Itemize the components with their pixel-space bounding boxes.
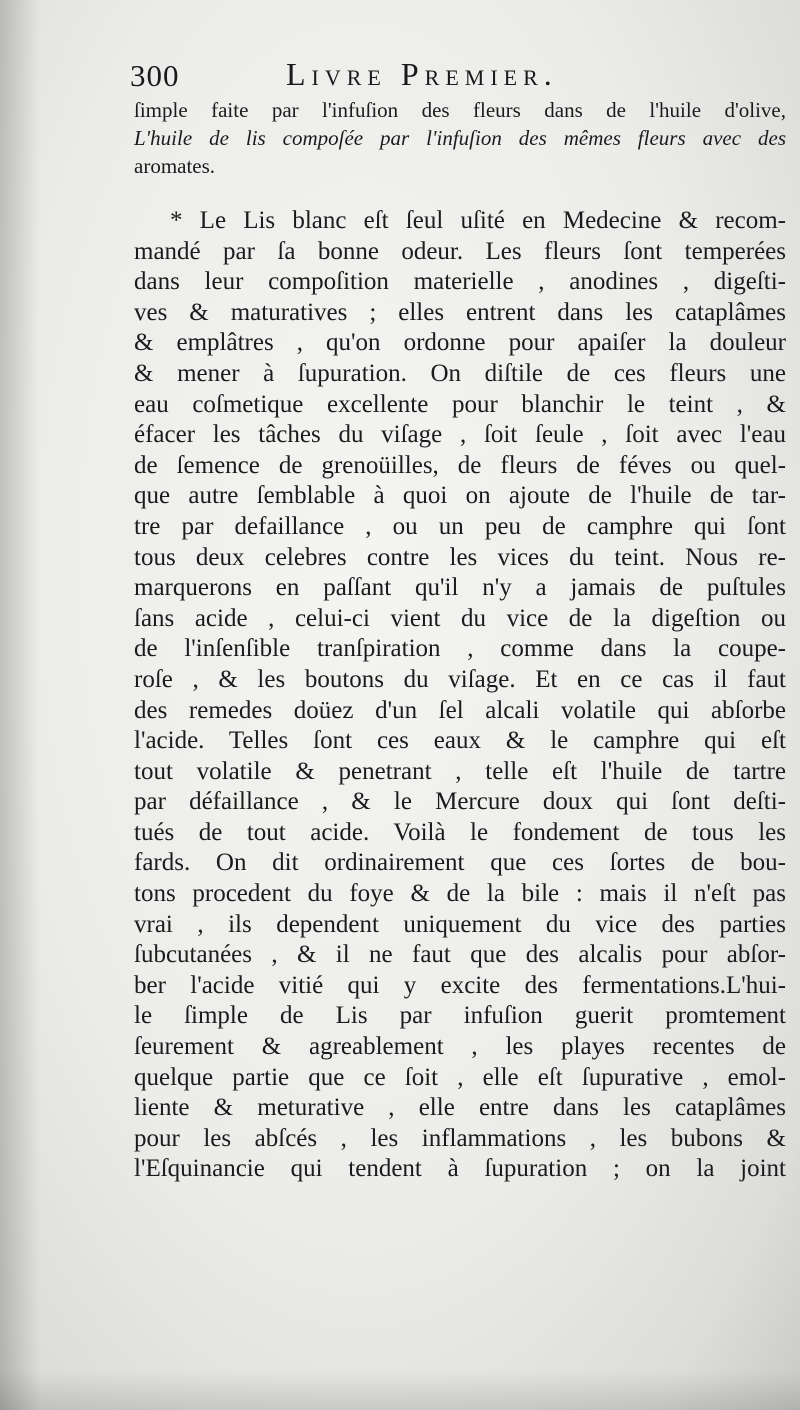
- text-line: tout volatile & penetrant , telle eſt l'huile de tartre: [134, 757, 786, 785]
- text-line: mandé par ſa bonne odeur. Les fleurs ſont temperées: [134, 237, 786, 265]
- text-line: fards. On dit ordinairement que ces ſortes de bou-: [134, 849, 786, 877]
- text-line: l'Eſquinancie qui tendent à ſupuration ; on la joint: [134, 1155, 786, 1183]
- text-line: ves & maturatives ; elles entrent dans les cataplâmes: [134, 298, 786, 326]
- text-line: tous deux celebres contre les vices du teint. Nous re-: [134, 543, 786, 571]
- text-line: eau coſmetique excellente pour blanchir le teint , &: [134, 390, 786, 418]
- running-head: Livre Premier.: [286, 56, 558, 92]
- text-line: marquerons en paſſant qu'il n'y a jamais de puſtules: [134, 574, 786, 602]
- page-number: 300: [130, 58, 180, 93]
- text-line: que autre ſemblable à quoi on ajoute de l'huile de tar-: [134, 482, 786, 510]
- text-line: * Le Lis blanc eſt ſeul uſité en Medecine & recom-: [170, 207, 786, 234]
- text-line: tons procedent du foye & de la bile : mais il n'eſt pas: [134, 880, 786, 908]
- text-line: de ſemence de grenoüilles, de fleurs de féves ou quel-: [134, 451, 786, 479]
- text-line: vrai , ils dependent uniquement du vice des parties: [134, 910, 786, 938]
- page-header: [130, 52, 780, 96]
- text-line: ſimple faite par l'infuſion des fleurs dans de l'huile d'olive,: [134, 98, 786, 122]
- text-line: éfacer les tâches du viſage , ſoit ſeule , ſoit avec l'eau: [134, 421, 786, 449]
- text-line: tre par defaillance , ou un peu de camphre qui ſont: [134, 512, 786, 540]
- text-line: ſubcutanées , & il ne faut que des alcalis pour abſor-: [134, 941, 786, 969]
- text-line: par défaillance , & le Mercure doux qui ſont deſti-: [134, 788, 786, 816]
- text-line: dans leur compoſition materielle , anodines , digeſti-: [134, 268, 786, 296]
- page-text: [134, 96, 786, 1185]
- text-line: le ſimple de Lis par infuſion guerit promtement: [134, 1002, 786, 1030]
- text-line: aromates.: [134, 154, 216, 178]
- bottom-shadow: [0, 1370, 800, 1410]
- text-line: ſeurement & agreablement , les playes recentes de: [134, 1033, 786, 1061]
- paragraph-gap: [134, 180, 786, 206]
- text-line: & mener à ſupuration. On diſtile de ces fleurs une: [134, 359, 786, 387]
- text-line: l'acide. Telles ſont ces eaux & le camphre qui eſt: [134, 727, 786, 755]
- text-line: tués de tout acide. Voilà le fondement de tous les: [134, 818, 786, 846]
- text-line: pour les abſcés , les inflammations , les bubons &: [134, 1124, 786, 1152]
- text-line: ber l'acide vitié qui y excite des fermentations.L'hui-: [134, 971, 786, 999]
- text-line: roſe , & les boutons du viſage. Et en ce cas il faut: [134, 665, 786, 693]
- text-line: liente & meturative , elle entre dans les cataplâmes: [134, 1094, 786, 1122]
- text-line: ſans acide , celui-ci vient du vice de la digeſtion ou: [134, 604, 786, 632]
- text-line: des remedes doüez d'un ſel alcali volatile qui abſorbe: [134, 696, 786, 724]
- text-line: quelque partie que ce ſoit , elle eſt ſupurative , emol-: [134, 1063, 786, 1091]
- text-line: L'huile de lis compoſée par l'infuſion des mêmes fleurs avec des: [134, 126, 786, 150]
- text-line: & emplâtres , qu'on ordonne pour apaiſer la douleur: [134, 329, 786, 357]
- text-line: de l'inſenſible tranſpiration , comme dans la coupe-: [134, 635, 786, 663]
- gutter-shadow: [0, 0, 40, 1410]
